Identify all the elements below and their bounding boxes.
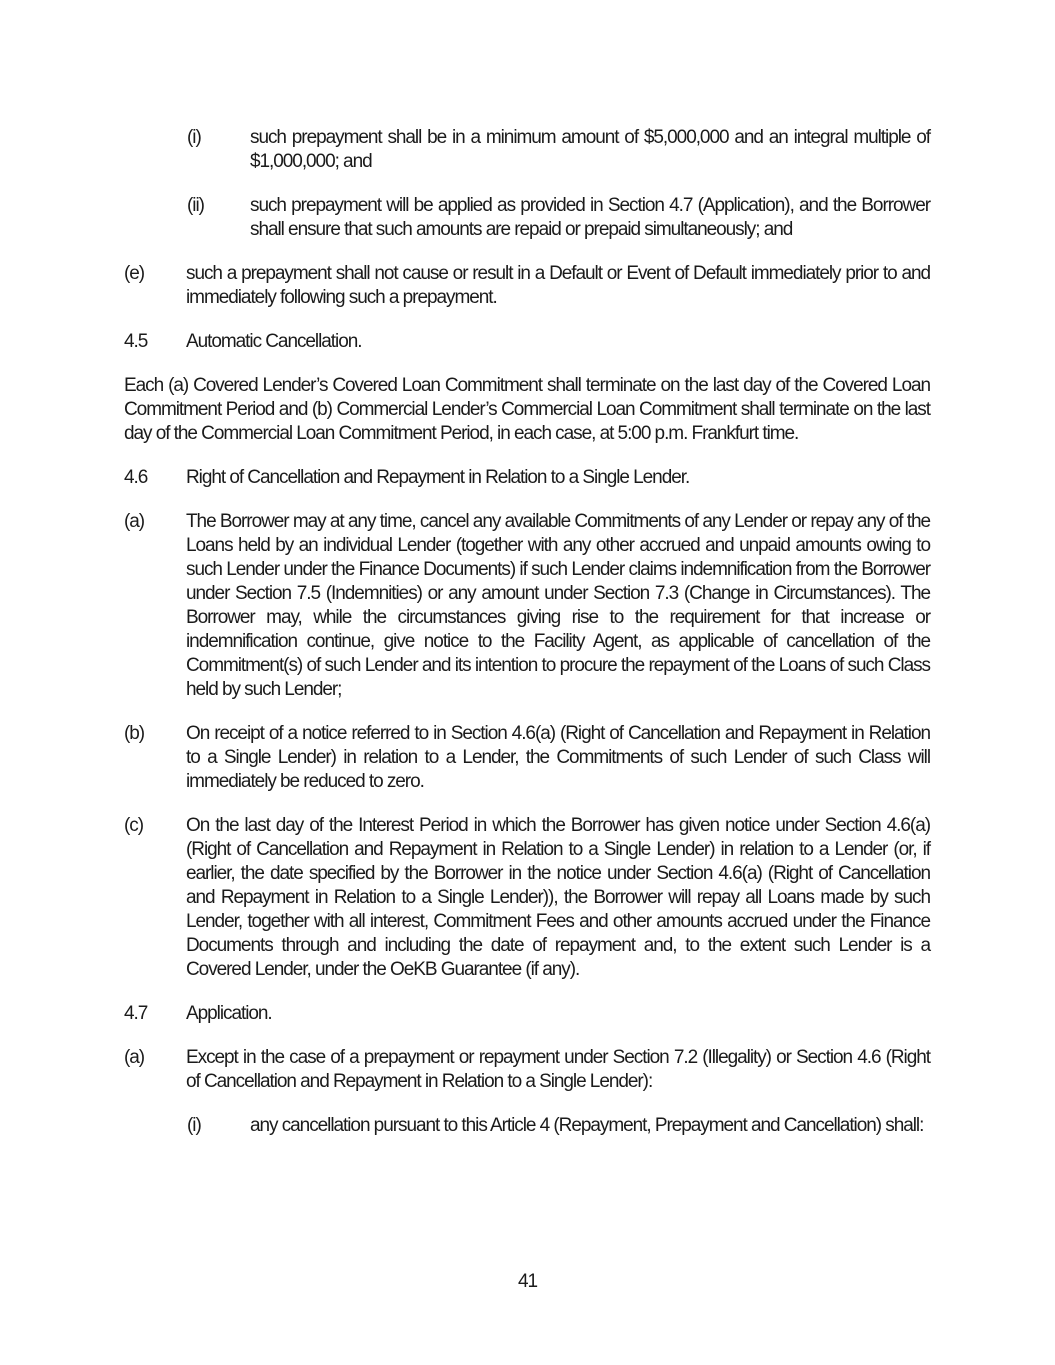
list-item <box>187 1114 930 1138</box>
list-item <box>124 814 930 982</box>
paragraph-text: Each (a) Covered Lender’s Covered Loan Commitment shall terminate on the last day of the Covered Loan Commitment Period and (b) Commercial Lender’s Commercial Loan Commitment shall terminate on the last day of the Commercial Loan Commitment Period, in each case, at 5:00 p.m. Frankfurt time. <box>124 375 930 444</box>
section-heading-4-5 <box>124 330 930 354</box>
document-body <box>124 126 930 1158</box>
list-item <box>124 262 930 310</box>
list-item-text: Except in the case of a prepayment or repayment under Section 7.2 (Illegality) or Section 4.6 (Right of Cancellation and Repayment in Relation to a Single Lender): <box>186 1047 930 1092</box>
list-item-marker: (ii) <box>187 195 204 216</box>
list-item <box>187 194 930 242</box>
list-item <box>124 510 930 702</box>
section-title: Right of Cancellation and Repayment in Relation to a Single Lender. <box>186 467 690 488</box>
list-item-text: On the last day of the Interest Period in which the Borrower has given notice under Section 4.6(a) (Right of Cancellation and Repayment in Relation to a Single Lender) in relation to a Lender (or, if earlier, the date specified by the Borrower in the notice under Section 4.6(a) (Right of Cancellation and Repayment in Relation to a Single Lender)), the Borrower will repay all Loans made by such Lender, together with all interest, Commitment Fees and other amounts accrued under the Finance Documents through and including the date of repayment and, to the extent such Lender is a Covered Lender, under the OeKB Guarantee (if any). <box>186 815 930 980</box>
section-number: 4.5 <box>124 331 148 352</box>
list-item-text: such prepayment will be applied as provided in Section 4.7 (Application), and the Borrower shall ensure that such amounts are repaid or prepaid simultaneously; and <box>250 195 930 240</box>
page-footer <box>0 1270 1055 1294</box>
section-number: 4.7 <box>124 1003 148 1024</box>
list-item-text: On receipt of a notice referred to in Section 4.6(a) (Right of Cancellation and Repayment in Relation to a Single Lender) in relation to a Lender, the Commitments of such Lender of such Class will immediately be reduced to zero. <box>186 723 930 792</box>
section-heading-4-7 <box>124 1002 930 1026</box>
section-title: Application. <box>186 1003 272 1024</box>
list-item-marker: (a) <box>124 511 145 532</box>
list-item <box>187 126 930 174</box>
list-item <box>124 722 930 794</box>
list-item-marker: (b) <box>124 723 145 744</box>
paragraph <box>124 374 930 446</box>
section-heading-4-6 <box>124 466 930 490</box>
list-item-text: any cancellation pursuant to this Article 4 (Repayment, Prepayment and Cancellation) shall: <box>250 1115 924 1136</box>
list-item-marker: (e) <box>124 263 145 284</box>
page-number: 41 <box>517 1271 538 1292</box>
list-item-marker: (a) <box>124 1047 145 1068</box>
list-item <box>124 1046 930 1094</box>
list-item-text: such a prepayment shall not cause or result in a Default or Event of Default immediately prior to and immediately following such a prepayment. <box>186 263 930 308</box>
section-title: Automatic Cancellation. <box>186 331 362 352</box>
list-item-text: The Borrower may at any time, cancel any available Commitments of any Lender or repay any of the Loans held by an individual Lender (together with any other accrued and unpaid amounts owing to such Lender under the Finance Documents) if such Lender claims indemnification from the Borrower under Section 7.5 (Indemnities) or any amount under Section 7.3 (Change in Circumstances). The Borrower may, while the circumstances giving rise to the requirement for that increase or indemnification continue, give notice to the Facility Agent, as applicable of cancellation of the Commitment(s) of such Lender and its intention to procure the repayment of the Loans of such Class held by such Lender; <box>186 511 930 700</box>
list-item-marker: (i) <box>187 1115 201 1136</box>
section-number: 4.6 <box>124 467 148 488</box>
list-item-marker: (c) <box>124 815 144 836</box>
list-item-marker: (i) <box>187 127 201 148</box>
list-item-text: such prepayment shall be in a minimum amount of $5,000,000 and an integral multiple of $1,000,000; and <box>250 127 930 172</box>
